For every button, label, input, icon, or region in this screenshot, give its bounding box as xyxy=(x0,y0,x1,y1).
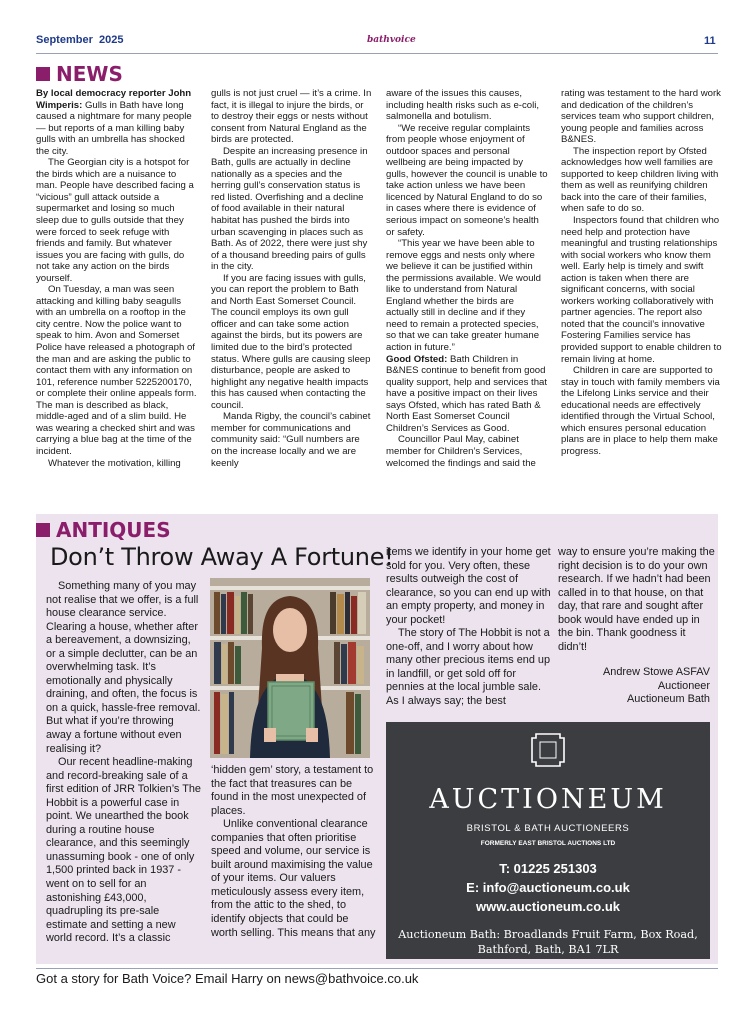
author-company: Auctioneum Bath xyxy=(627,693,710,706)
news-paragraph: Inspectors found that children who need help and protection have meaningful and trusting relationships with social workers who know them well. Early help is timely and swift action is taken when there are significant concerns, with social workers working collaboratively with partner agencies. The report also noted that the council’s innovative Fostering Families service has provided support to enable children to remain living at home. xyxy=(561,215,722,365)
page-number: 11 xyxy=(704,35,716,47)
news-column-3 xyxy=(386,88,548,469)
issue-month: September xyxy=(36,34,93,46)
antiques-paragraph: items we identify in your home get sold for you. Very often, these results outweigh the cost of clearance, so you can end up with an empty property, and money in your pocket! xyxy=(386,546,551,626)
news-paragraph: “We receive regular complaints from people whose enjoyment of outdoor spaces and personal wellbeing are being impacted by gulls, however the council is unable to take action unless we have been licenced by Natural England to do so in cases where there is evidence of serious impact on someone’s health or safety. xyxy=(386,122,548,238)
article-signoff xyxy=(560,666,710,707)
news-paragraph: The inspection report by Ofsted acknowledges how well families are supported to keep children living with them as well as reunifying children back into the care of their families, when safe to do so. xyxy=(561,145,719,215)
news-paragraph: aware of the issues this causes, including health risks such as e-coli, salmonella and botulism. xyxy=(386,88,540,123)
antiques-column-2 xyxy=(211,764,376,940)
auctioneum-website: www.auctioneum.co.uk xyxy=(476,899,620,914)
news-paragraph: Councillor Paul May, cabinet member for Children’s Services, welcomed the findings and said the xyxy=(386,434,536,469)
auctioneer-photo xyxy=(210,578,370,758)
auctioneum-brand: AUCTIONEUM xyxy=(429,784,667,815)
antiques-headline: Don’t Throw Away A Fortune! xyxy=(50,543,394,571)
news-paragraph: On Tuesday, a man was seen attacking and killing baby seagulls with an umbrella on a rooftop in the city centre. Now the police want to speak to him. Avon and Somerset Police have released a photograph of the man and are asking the public to contact them with any information on 101, reference number 5225200170, or complete their online appeals form. The man is described as black, middle-aged and of a slim build. He was wearing a checked shirt and was carrying a blue bag at the time of the incident. xyxy=(36,284,197,457)
news-section-heading xyxy=(36,64,123,84)
news-paragraph: If you are facing issues with gulls, you can report the problem to Bath and North East Somerset Council. The council employs its own gull officer and can take some action against the birds, but its powers are limited due to the bird’s protected status. Where gulls are causing sleep disturbance, people are asked to highlight any negative health impacts this has caused when contacting the council. xyxy=(211,272,371,411)
news-paragraph: Despite an increasing presence in Bath, gulls are actually in decline nationally as a species and the herring gull’s conservation status is red listed. Overfishing and a decline of food available in their natural habitat has pushed the birds into urban scavenging in places such as Bath. As of 2022, there were just shy of a thousand breeding pairs of gulls in the city. xyxy=(211,145,368,273)
news-lead-paragraph xyxy=(36,88,198,157)
news-section-label: NEWS xyxy=(56,62,123,86)
antiques-paragraph: Something many of you may not realise that we offer, is a full house clearance service. Clearing a house, whether after a bereavement, a downsizing, or a simple declutter, can be an overwhelming task. It’s emotionally and physically draining, and often, the focus is on a quick, hassle-free removal. But what if you’re throwing away a fortune without even realising it? xyxy=(46,580,201,755)
antiques-square-icon xyxy=(36,523,50,537)
news-paragraph: Whatever the motivation, killing xyxy=(48,457,181,469)
antiques-section-heading xyxy=(36,520,171,540)
author-name: Andrew Stowe ASFAV xyxy=(603,666,710,678)
antiques-paragraph: Our recent headline-making and record-breaking sale of a first edition of JRR Tolkien’s The Hobbit is a powerful case in point. We unearthed the book during a routine house clearance, and this seemingly unassuming book - one of only 1,500 printed back in 1937 - went on to sell for an astonishing £43,000, quadrupling its pre-sale estimate and setting a new world record. It’s a classic xyxy=(46,756,201,945)
news-byline: By local democracy reporter John Wimperis: xyxy=(36,88,192,111)
antiques-column-1 xyxy=(46,580,201,946)
antiques-paragraph: The story of The Hobbit is not a one-off, and I worry about how many other precious items end up in landfill, or get sold off for pennies at the local jumble sale. As I always say; the best xyxy=(386,627,551,708)
antiques-section-label: ANTIQUES xyxy=(56,518,171,542)
antiques-column-4 xyxy=(558,546,716,654)
author-role: Auctioneer xyxy=(657,679,710,692)
footer-rule xyxy=(36,968,718,969)
news-subhead-text: Bath Children in B&NES continue to benefit from good quality support, help and services that have a positive impact on their lives says Ofsted, which has rated Bath & North East Somerset Council Children’s Services as Good. xyxy=(386,353,548,434)
news-paragraph: rating was testament to the hard work and dedication of the children’s services team who support children, young people and families across B&NES. xyxy=(561,88,721,146)
news-paragraph: The Georgian city is a hotspot for the birds which are a nuisance to man. People have described facing a “vicious” gull attack outside a supermarket and losing so much sleep due to gulls outside that they were forced to seek refuge with friends and family. But whatever issues you are facing with gulls, do not take any action on the birds yourself. xyxy=(36,157,194,284)
issue-year: 2025 xyxy=(98,34,124,46)
news-lead-text: Gulls in Bath have long caused a nightmare for many people — but reports of a man killing baby gulls with an umbrella has shocked the city. xyxy=(36,99,192,157)
antiques-paragraph: ‘hidden gem’ story, a testament to the fact that treasures can be found in the most unexpected of places. xyxy=(211,764,374,817)
news-paragraph: “This year we have been able to remove eggs and nests only where we believe it can be justified within the permissions available. We would like to understand from Natural England whether the birds are actually still in decline and if they need to remain a protected species, so that we can take greater humane action in future.” xyxy=(386,238,541,354)
news-subhead-paragraph xyxy=(386,354,548,435)
auctioneum-tagline: BRISTOL & BATH AUCTIONEERS xyxy=(466,823,630,834)
news-column-4 xyxy=(561,88,723,458)
news-paragraph: Children in care are supported to stay in touch with family members via the Lifelong Links service and their educational needs are effectively identified through the Virtual School, which ensures personal education plans are in place to help them make progress. xyxy=(561,365,720,457)
auctioneum-email: E: info@auctioneum.co.uk xyxy=(466,880,630,895)
news-paragraph: gulls is not just cruel — it’s a crime. In fact, it is illegal to injure the birds, or to destroy their eggs or nests without consent from Natural England as the birds are protected. xyxy=(211,88,372,146)
news-paragraph: Manda Rigby, the council’s cabinet member for communications and community said: “Gull numbers are on the increase locally and we are keenly xyxy=(211,411,371,469)
news-column-1 xyxy=(36,88,198,469)
auctioneum-address-line-2: Bathford, Bath, BA1 7LR xyxy=(477,943,619,956)
antiques-column-3 xyxy=(386,546,551,709)
footer-contact: Got a story for Bath Voice? Email Harry on news@bathvoice.co.uk xyxy=(36,971,419,986)
masthead-logo: bathvoice xyxy=(367,35,416,45)
auctioneum-address-line-1: Auctioneum Bath: Broadlands Fruit Farm, Box Road, xyxy=(398,928,698,941)
auctioneum-advert xyxy=(386,722,710,959)
auctioneum-phone: T: 01225 251303 xyxy=(499,861,597,876)
news-subhead-label: Good Ofsted: xyxy=(386,353,448,365)
news-column-2 xyxy=(211,88,373,469)
issue-date xyxy=(36,34,123,46)
antiques-paragraph: way to ensure you’re making the right decision is to do your own research. If we hadn’t had been called in to that house, on that day, that rare and sought after book would have ended up in the bin. Thank goodness it didn’t! xyxy=(558,546,715,653)
header-rule xyxy=(36,53,718,54)
antiques-paragraph: Unlike conventional clearance companies that often prioritise speed and volume, our service is built around maximising the value of your items. Our valuers meticulously assess every item, from the attic to the shed, to identify objects that could be worth selling. This means that any xyxy=(211,818,376,939)
news-square-icon xyxy=(36,67,50,81)
auctioneum-emblem-icon xyxy=(528,730,568,770)
auctioneum-formerly: FORMERLY EAST BRISTOL AUCTIONS LTD xyxy=(480,840,616,847)
auctioneer-photo-image xyxy=(210,578,370,758)
